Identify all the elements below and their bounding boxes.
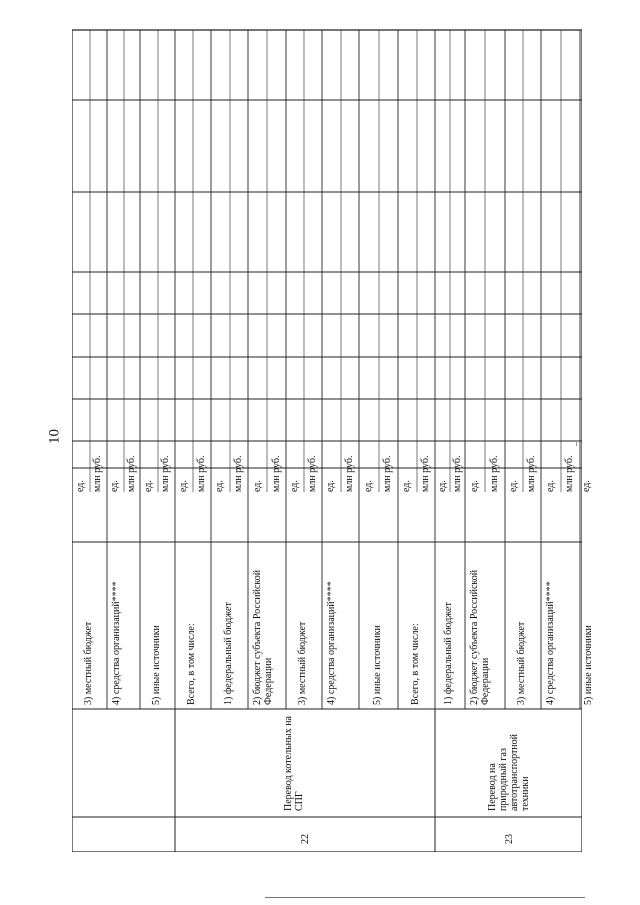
funding-source-label: 4) средства организаций**** [545, 581, 556, 705]
unit-label: млн руб. [451, 455, 463, 492]
funding-source-label: 1) федеральный бюджет [222, 602, 234, 705]
unit-label: ед. [74, 480, 86, 492]
unit-label: ед. [178, 480, 189, 492]
unit-label: млн руб. [526, 455, 537, 492]
unit-label: ед. [289, 480, 300, 492]
funding-source-label: 5) иные источники [371, 625, 383, 705]
unit-label: млн руб. [382, 455, 394, 492]
unit-label: ед. [251, 480, 263, 492]
unit-label: ед. [544, 480, 556, 492]
unit-label: млн руб. [232, 455, 244, 492]
unit-label: ед. [142, 480, 154, 492]
unit-label: ед. [469, 480, 480, 492]
measure-name: Перевод на природный газ автотранспортной техники [486, 733, 531, 811]
funding-source-label: Всего, в том числе: [409, 623, 421, 705]
funding-source-label: 3) местный бюджет [82, 621, 94, 705]
unit-label: млн руб. [160, 455, 172, 492]
unit-label: млн руб. [270, 455, 282, 492]
funding-source-label: 2) бюджет субъекта Российской Федерации [469, 569, 491, 705]
unit-label: млн руб. [92, 455, 104, 492]
unit-label: ед. [436, 480, 448, 492]
funding-source-label: 4) средства организаций**** [326, 581, 337, 705]
unit-label: млн руб. [489, 455, 500, 492]
funding-source-label: 5) иные источники [150, 625, 162, 705]
unit-label: ед. [214, 480, 226, 492]
unit-label: млн руб. [125, 455, 137, 492]
unit-label: млн руб. [419, 455, 431, 492]
funding-source-label: 5) иные источники [583, 625, 594, 705]
measure-name: Перевод котельных на СПГ [283, 716, 305, 811]
funding-source-label: 1) федеральный бюджет [443, 602, 454, 705]
row-number: 22 [300, 834, 311, 844]
funding-source-label: 3) местный бюджет [516, 621, 527, 705]
unit-label: ед. [362, 480, 374, 492]
unit-label: ед. [109, 480, 121, 492]
unit-label: ед. [325, 480, 337, 492]
page-number: 10 [46, 429, 63, 444]
unit-label: млн руб. [564, 455, 576, 492]
unit-label: млн руб. [307, 455, 318, 492]
unit-label: ед. [401, 480, 413, 492]
rotated-budget-table [72, 22, 594, 852]
unit-label: млн руб. [196, 455, 207, 492]
unit-label: ед. [581, 480, 592, 492]
funding-source-label: 3) местный бюджет [297, 621, 308, 705]
row-number: 23 [503, 834, 515, 844]
unit-label: ед. [508, 480, 519, 492]
scan-mark [576, 440, 577, 446]
unit-label: млн руб. [343, 455, 355, 492]
scan-edge-line [265, 897, 585, 898]
funding-source-label: Всего, в том числе: [186, 623, 197, 705]
funding-source-label: 4) средства организаций**** [111, 581, 122, 705]
funding-source-label: 2) бюджет субъекта Российской Федерации [252, 569, 274, 705]
